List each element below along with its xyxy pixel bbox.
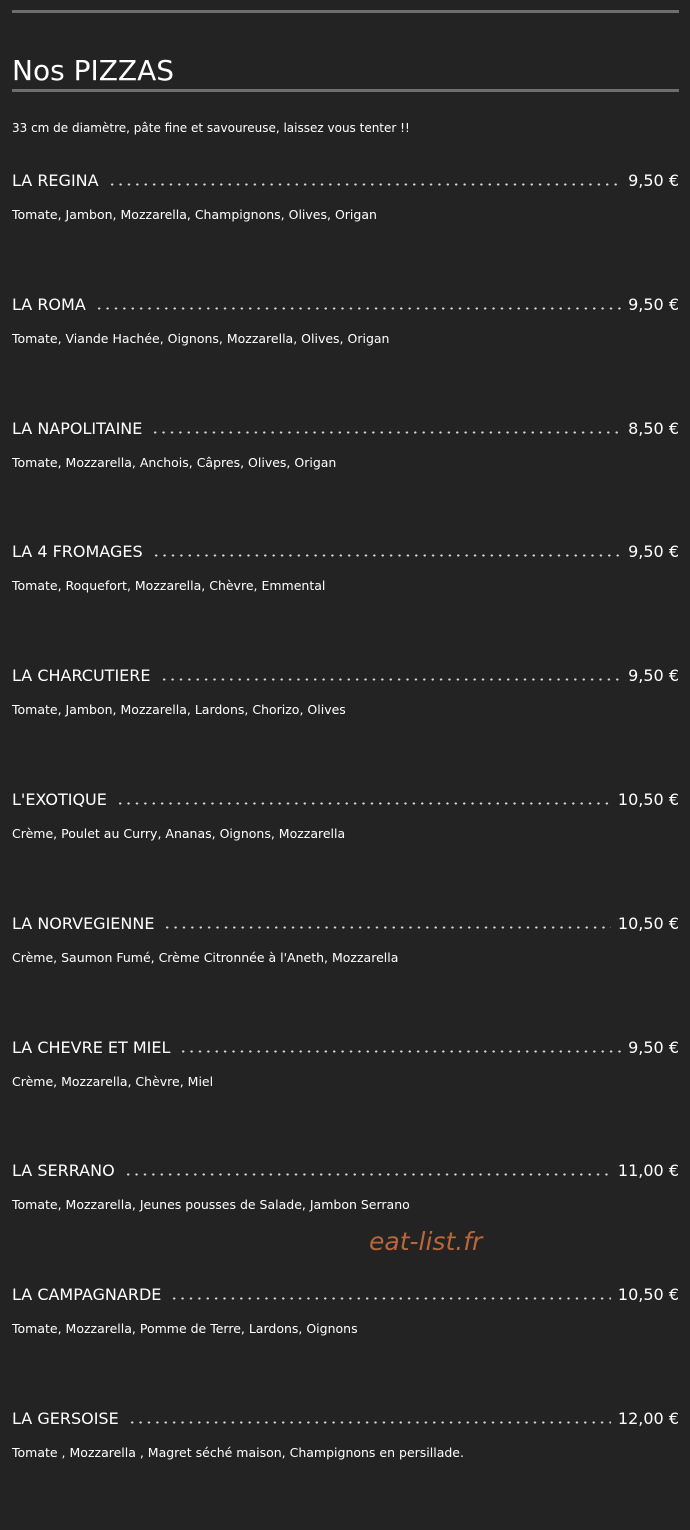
pizza-price: 9,50 € bbox=[628, 666, 679, 686]
pizza-ingredients: Tomate, Jambon, Mozzarella, Lardons, Chorizo, Olives bbox=[12, 702, 346, 718]
pizza-menu bbox=[12, 168, 679, 1530]
watermark: eat-list.fr bbox=[369, 1227, 483, 1256]
menu-item bbox=[12, 663, 679, 787]
pizza-name: LA REGINA bbox=[12, 171, 99, 190]
pizza-name: LA ROMA bbox=[12, 294, 86, 314]
dot-leader bbox=[116, 795, 611, 805]
menu-item-header bbox=[12, 539, 679, 565]
menu-item-header bbox=[12, 911, 679, 937]
pizza-name: LA NAPOLITAINE bbox=[12, 418, 143, 438]
dot-leader bbox=[151, 424, 621, 434]
pizza-ingredients: Tomate, Mozzarella, Anchois, Câpres, Olives, Origan bbox=[12, 454, 337, 470]
menu-subtitle: 33 cm de diamètre, pâte fine et savoureuse, laissez vous tenter !! bbox=[12, 121, 410, 135]
dot-leader bbox=[152, 547, 621, 557]
pizza-ingredients: Crème, Poulet au Curry, Ananas, Oignons, Mozzarella bbox=[12, 825, 346, 841]
title-divider bbox=[12, 89, 679, 92]
pizza-ingredients: Tomate , Mozzarella , Magret séché maison, Champignons en persillade. bbox=[12, 1444, 464, 1460]
menu-item bbox=[12, 416, 679, 540]
pizza-price: 9,50 € bbox=[628, 542, 679, 562]
pizza-name: LA CHEVRE ET MIEL bbox=[12, 1037, 171, 1057]
pizza-name: LA SERRANO bbox=[12, 1161, 115, 1181]
pizza-name: LA GERSOISE bbox=[12, 1408, 119, 1428]
pizza-price: 9,50 € bbox=[628, 1037, 679, 1057]
menu-item bbox=[12, 539, 679, 663]
menu-item-header bbox=[12, 292, 679, 318]
dot-leader bbox=[124, 1166, 611, 1176]
dot-leader bbox=[95, 300, 621, 310]
menu-item-header bbox=[12, 416, 679, 442]
pizza-name: L'EXOTIQUE bbox=[12, 789, 107, 809]
menu-item bbox=[12, 911, 679, 1035]
pizza-ingredients: Tomate, Mozzarella, Pomme de Terre, Lardons, Oignons bbox=[12, 1321, 358, 1337]
menu-item-header bbox=[12, 663, 679, 689]
menu-item bbox=[12, 1282, 679, 1406]
pizza-name: LA NORVEGIENNE bbox=[12, 913, 155, 933]
menu-item-header bbox=[12, 1406, 679, 1432]
page-title: Nos PIZZAS bbox=[12, 53, 174, 87]
menu-item-header bbox=[12, 787, 679, 813]
dot-leader bbox=[160, 671, 622, 681]
pizza-ingredients: Crème, Mozzarella, Chèvre, Miel bbox=[12, 1073, 214, 1089]
top-divider bbox=[12, 10, 679, 13]
pizza-price: 9,50 € bbox=[628, 171, 679, 190]
pizza-price: 12,00 € bbox=[617, 1408, 679, 1428]
menu-item bbox=[12, 292, 679, 416]
menu-item-header bbox=[12, 168, 679, 194]
pizza-ingredients: Tomate, Mozzarella, Jeunes pousses de Salade, Jambon Serrano bbox=[12, 1197, 410, 1213]
pizza-ingredients: Tomate, Roquefort, Mozzarella, Chèvre, Emmental bbox=[12, 578, 326, 594]
menu-item-header bbox=[12, 1282, 679, 1308]
pizza-name: LA 4 FROMAGES bbox=[12, 542, 143, 562]
pizza-price: 10,50 € bbox=[617, 789, 679, 809]
pizza-name: LA CHARCUTIERE bbox=[12, 666, 151, 686]
dot-leader bbox=[179, 1043, 621, 1053]
pizza-ingredients: Crème, Saumon Fumé, Crème Citronnée à l'Aneth, Mozzarella bbox=[12, 949, 399, 965]
dot-leader bbox=[163, 919, 610, 929]
pizza-ingredients: Tomate, Viande Hachée, Oignons, Mozzarella, Olives, Origan bbox=[12, 330, 390, 346]
pizza-ingredients: Tomate, Jambon, Mozzarella, Champignons, Olives, Origan bbox=[12, 207, 377, 222]
menu-item bbox=[12, 1406, 679, 1530]
menu-item bbox=[12, 168, 679, 292]
pizza-price: 11,00 € bbox=[617, 1161, 679, 1181]
menu-item-header bbox=[12, 1035, 679, 1061]
pizza-name: LA CAMPAGNARDE bbox=[12, 1285, 162, 1305]
menu-item bbox=[12, 1035, 679, 1159]
dot-leader bbox=[108, 176, 622, 186]
dot-leader bbox=[170, 1290, 611, 1300]
menu-item bbox=[12, 1158, 679, 1282]
pizza-price: 8,50 € bbox=[628, 418, 679, 438]
menu-item bbox=[12, 787, 679, 911]
dot-leader bbox=[128, 1414, 611, 1424]
pizza-price: 9,50 € bbox=[628, 294, 679, 314]
menu-item-header bbox=[12, 1158, 679, 1184]
pizza-price: 10,50 € bbox=[617, 1285, 679, 1305]
pizza-price: 10,50 € bbox=[617, 913, 679, 933]
